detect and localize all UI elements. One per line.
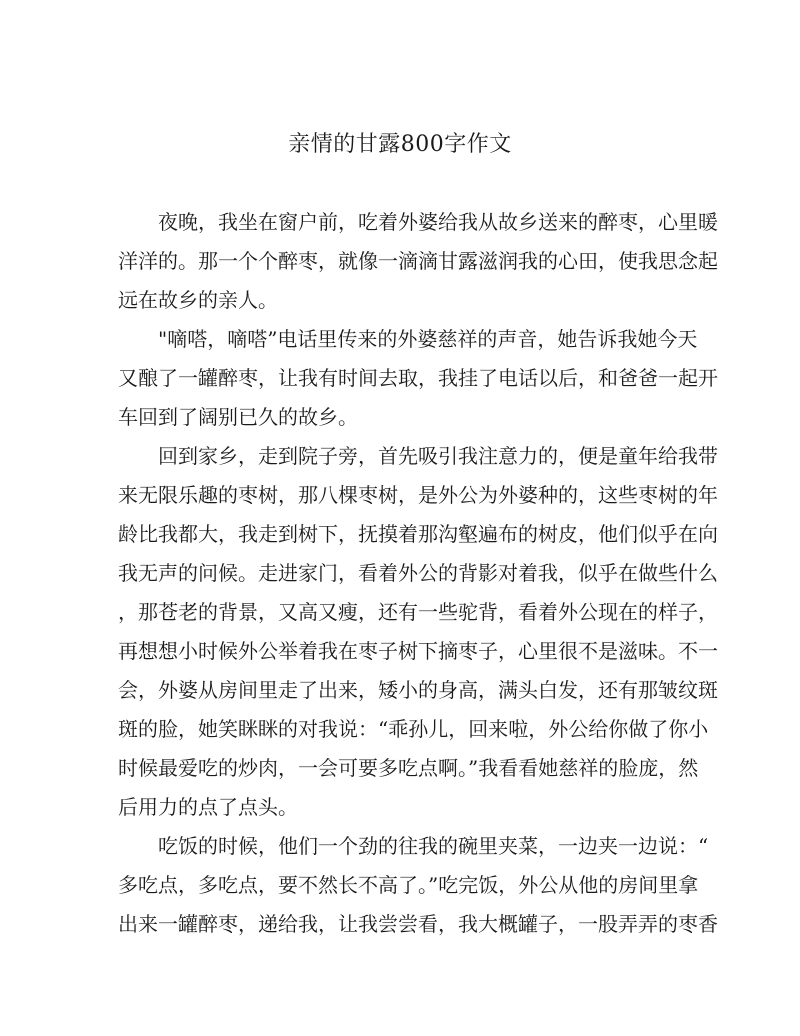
text-line: 远在故乡的亲人。 bbox=[118, 288, 278, 312]
text-line: "嘀嗒，嘀嗒”电话里传来的外婆慈祥的声音，她告诉我她今天 bbox=[118, 327, 698, 351]
text-line: 夜晚，我坐在窗户前，吃着外婆给我从故乡送来的醉枣，心里暖 bbox=[118, 210, 718, 234]
text-line: 会，外婆从房间里走了出来，矮小的身高，满头白发，还有那皱纹斑 bbox=[118, 678, 718, 702]
text-line: 我无声的问候。走进家门，看着外公的背影对着我，似乎在做些什么 bbox=[118, 561, 718, 585]
text-line: 斑的脸，她笑眯眯的对我说：“乖孙儿，回来啦，外公给你做了你小 bbox=[118, 717, 709, 741]
text-line: 吃饭的时候，他们一个劲的往我的碗里夹菜，一边夹一边说：“ bbox=[118, 834, 709, 858]
text-line: 洋洋的。那一个个醉枣，就像一滴滴甘露滋润我的心田，使我思念起 bbox=[118, 249, 718, 273]
text-line: 时候最爱吃的炒肉，一会可要多吃点啊。”我看看她慈祥的脸庞，然 bbox=[118, 756, 699, 780]
text-line: 来无限乐趣的枣树，那八棵枣树，是外公为外婆种的，这些枣树的年 bbox=[118, 483, 718, 507]
text-line: 出来一罐醉枣，递给我，让我尝尝看，我大概罐子，一股弄弄的枣香 bbox=[118, 912, 718, 936]
document-title: 亲情的甘露800字作文 bbox=[288, 132, 512, 157]
text-line: 再想想小时候外公举着我在枣子树下摘枣子，心里很不是滋味。不一 bbox=[118, 639, 718, 663]
text-line: 多吃点，多吃点，要不然长不高了。”吃完饭，外公从他的房间里拿 bbox=[118, 873, 699, 897]
text-line: 后用力的点了点头。 bbox=[118, 795, 298, 819]
text-line: ，那苍老的背景，又高又瘦，还有一些驼背，看着外公现在的样子， bbox=[118, 600, 718, 624]
text-line: 龄比我都大，我走到树下，抚摸着那沟壑遍布的树皮，他们似乎在向 bbox=[118, 522, 718, 546]
text-line: 车回到了阔别已久的故乡。 bbox=[118, 405, 358, 429]
text-line: 回到家乡，走到院子旁，首先吸引我注意力的，便是童年给我带 bbox=[118, 444, 718, 468]
text-line: 又酿了一罐醉枣，让我有时间去取，我挂了电话以后，和爸爸一起开 bbox=[118, 366, 718, 390]
